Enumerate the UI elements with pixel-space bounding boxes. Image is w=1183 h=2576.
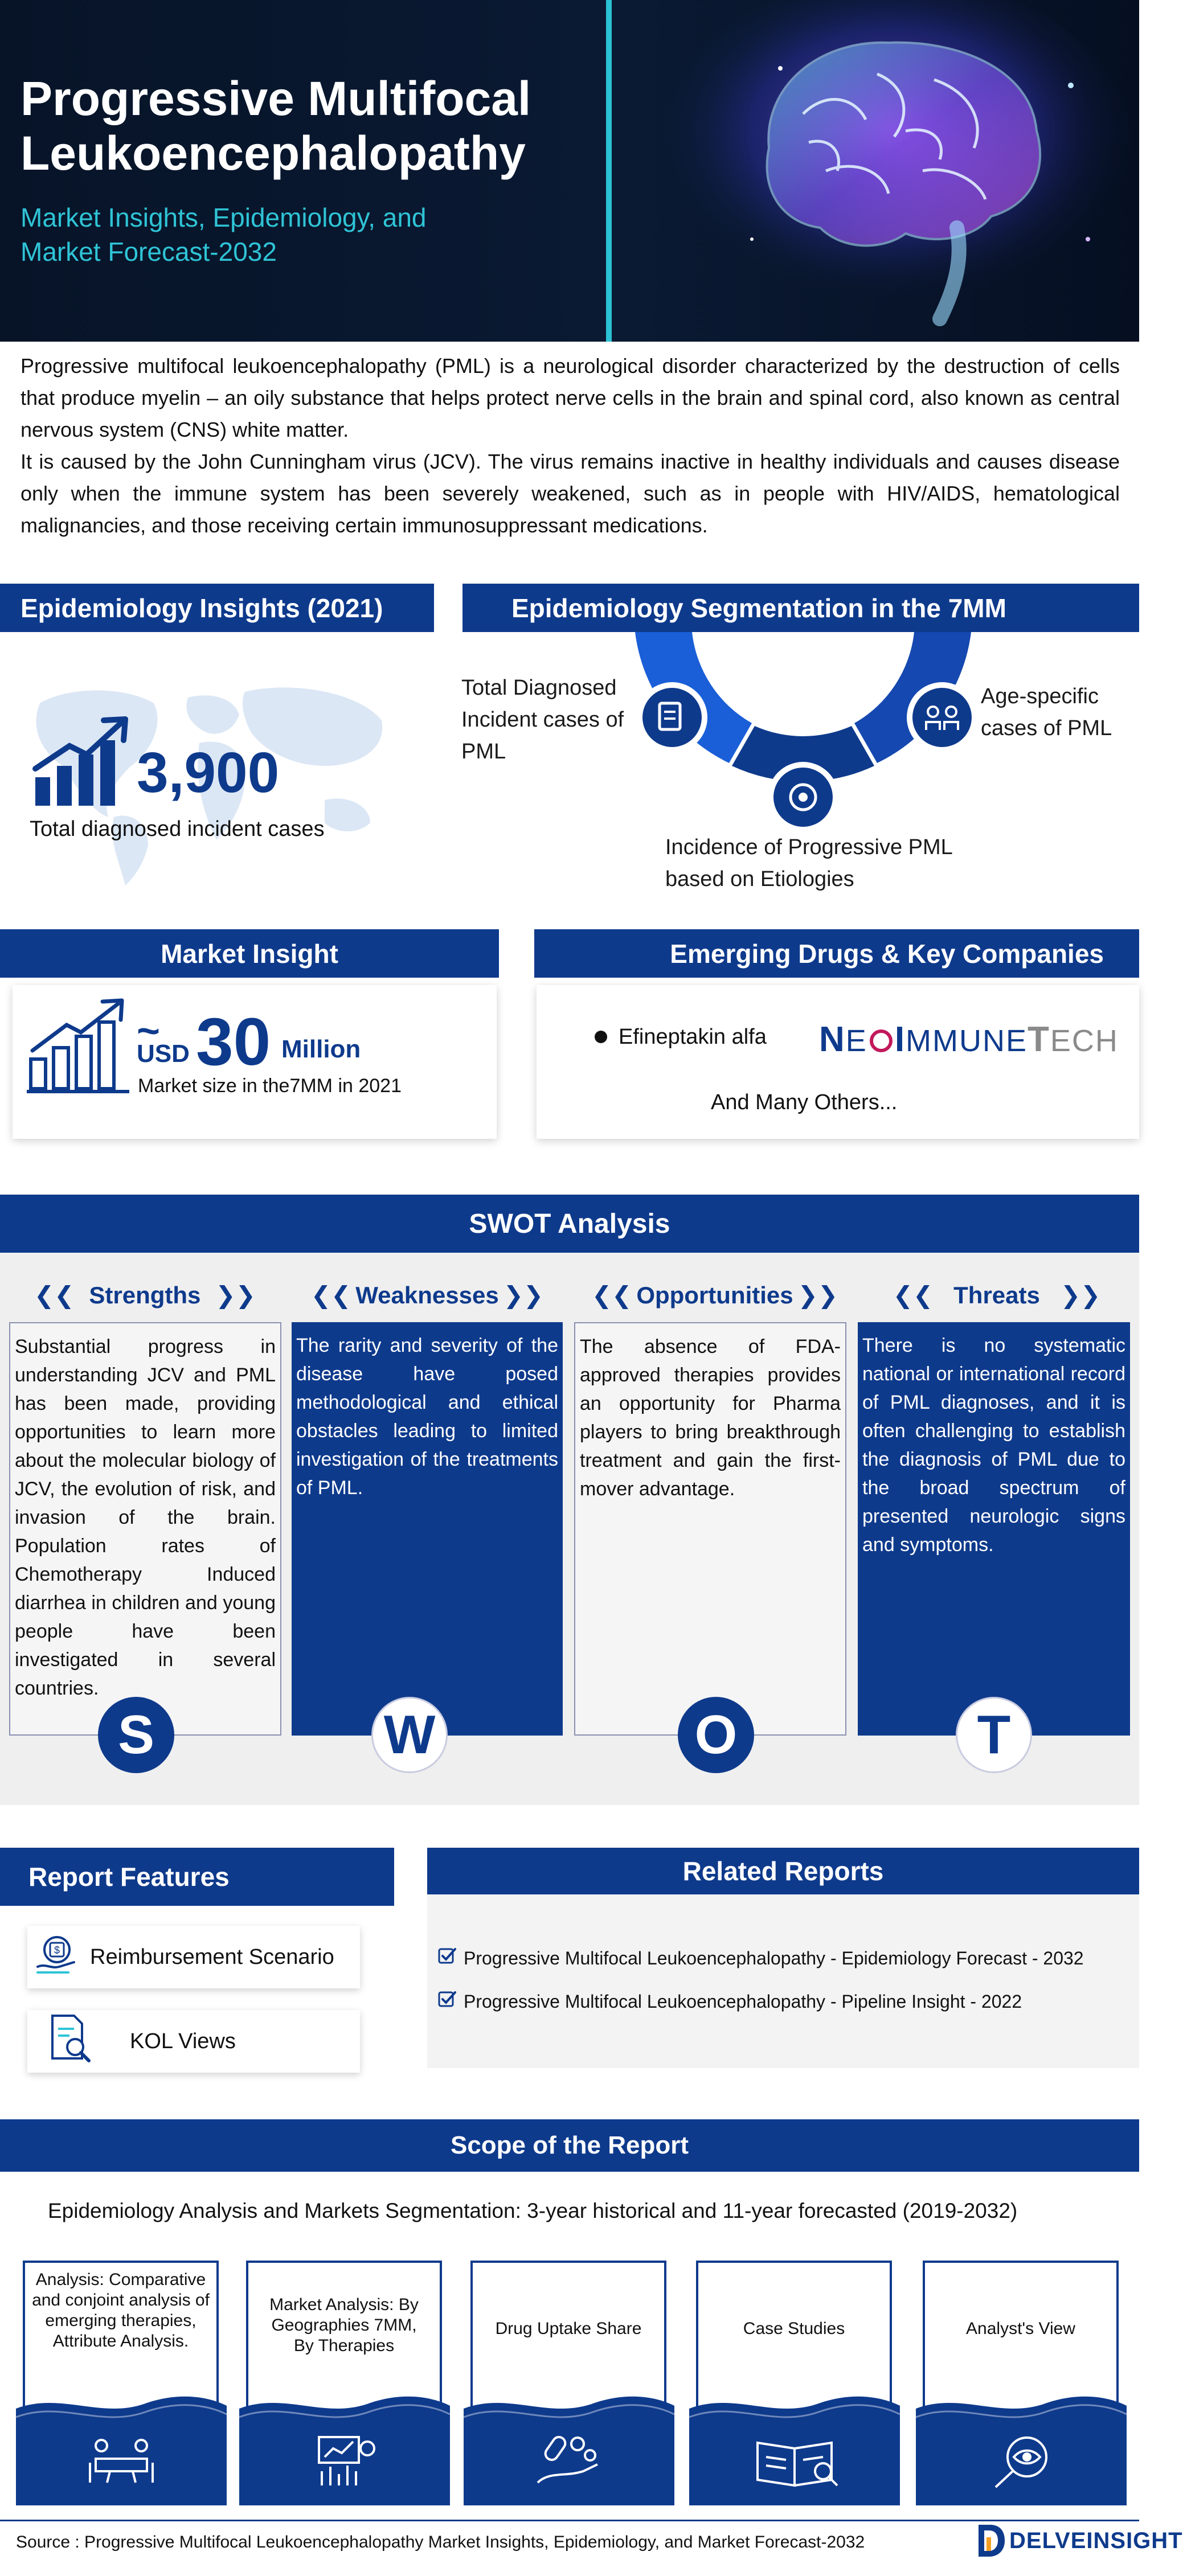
title-line-2: Leukoencephalopathy bbox=[21, 126, 526, 180]
related-report-1-label: Progressive Multifocal Leukoencephalopathy - Epidemiology Forecast - 2032 bbox=[464, 1947, 1084, 1968]
intro-text bbox=[21, 350, 1120, 542]
segmentation-item-2: Age-specific cases of PML bbox=[981, 684, 1112, 740]
segmentation-item-1: Total Diagnosed Incident cases of PML bbox=[461, 676, 624, 764]
weaknesses-box: The rarity and severity of the disease have posed methodological and ethical obstacles leading to limited investigation of the treatments of PML. bbox=[292, 1322, 563, 1736]
feature-label-2: KOL Views bbox=[130, 2029, 236, 2053]
features-header-label: Report Features bbox=[28, 1862, 230, 1892]
related-header bbox=[427, 1848, 1139, 1894]
chevron-right-icon: ❯❯ bbox=[503, 1282, 544, 1308]
page-title bbox=[21, 71, 590, 181]
delveinsight-logo-icon bbox=[975, 2522, 1007, 2559]
swot-letter-w: W bbox=[371, 1697, 448, 1773]
segmentation-header bbox=[462, 584, 1139, 632]
market-growth-icon bbox=[24, 994, 132, 1099]
scope-wave-4 bbox=[689, 2392, 900, 2508]
scope-card-analyst-text: Analyst's View bbox=[966, 2319, 1075, 2338]
market-label: Market size in the7MM in 2021 bbox=[138, 1075, 402, 1097]
threats-heading bbox=[889, 1281, 1105, 1309]
brain-illustration bbox=[638, 0, 1139, 342]
drugs-card bbox=[537, 985, 1139, 1139]
drug-name: Efineptakin alfa bbox=[619, 1025, 767, 1049]
chevron-right-icon: ❯❯ bbox=[797, 1282, 838, 1308]
swot-header bbox=[0, 1195, 1139, 1253]
subtitle-line-1: Market Insights, Epidemiology, and bbox=[21, 203, 427, 232]
epidemiology-value: 3,900 bbox=[137, 741, 280, 805]
chevron-right-icon: ❯❯ bbox=[1060, 1282, 1101, 1308]
scope-wave-5 bbox=[916, 2392, 1127, 2508]
related-panel bbox=[427, 1894, 1139, 2068]
scope-card-cases-text: Case Studies bbox=[743, 2319, 845, 2338]
epidemiology-header bbox=[0, 584, 434, 632]
feature-item-reimbursement bbox=[27, 1926, 360, 1988]
strengths-box: Substantial progress in understanding JCV and PML has been made, providing opportunities to learn more about the molecular biology of JCV, the evolution of risk, and invasion of the brain. Population rates of Chemotherapy Induced diarrhea in children and young people have been investigated in several countries. bbox=[9, 1322, 281, 1736]
market-header bbox=[0, 929, 499, 978]
epidemiology-label: Total diagnosed incident cases bbox=[30, 817, 325, 841]
source-text: Source : Progressive Multifocal Leukoencephalopathy Market Insights, Epidemiology, and Market Forecast-2032 bbox=[16, 2533, 865, 2552]
threats-title: Threats bbox=[953, 1282, 1040, 1308]
title-line-1: Progressive Multifocal bbox=[21, 72, 531, 125]
features-header bbox=[0, 1848, 394, 1906]
checkbox-icon bbox=[437, 1946, 457, 1970]
drugs-others: And Many Others... bbox=[711, 1090, 898, 1114]
scope-wave-1 bbox=[16, 2392, 227, 2508]
document-search-icon bbox=[47, 2013, 92, 2070]
checkbox-icon bbox=[437, 1990, 457, 2013]
scope-card-analysis-text: Analysis: Comparative and conjoint analysis of emerging therapies, Attribute Analysis. bbox=[32, 2270, 210, 2351]
market-unit: Million bbox=[281, 1035, 361, 1063]
swot-header-label: SWOT Analysis bbox=[469, 1208, 670, 1239]
swot-letter-t: T bbox=[956, 1697, 1032, 1773]
tilde-mark: ~ bbox=[137, 1008, 160, 1053]
intro-paragraph-2: It is caused by the John Cunningham virus (JCV). The virus remains inactive in healthy individuals and causes disease only when the immune system has been severely weakened, such as in people with HIV/AIDS, hematological malignancies, and those receiving certain immunosuppressant medications. bbox=[21, 450, 1120, 537]
market-currency: USD bbox=[137, 1040, 190, 1068]
weaknesses-heading bbox=[308, 1281, 547, 1309]
related-report-2-label: Progressive Multifocal Leukoencephalopathy - Pipeline Insight - 2022 bbox=[464, 1991, 1022, 2012]
opportunities-box: The absence of FDA-approved therapies provides an opportunity for Pharma players to bring breakthrough treatment and gain the first-mover advantage. bbox=[574, 1322, 846, 1736]
svg-text:$: $ bbox=[54, 1945, 60, 1956]
hero-divider bbox=[606, 0, 612, 342]
related-report-2[interactable] bbox=[437, 1990, 1022, 2013]
segmentation-header-label: Epidemiology Segmentation in the 7MM bbox=[511, 593, 1006, 623]
subtitle-line-2: Market Forecast-2032 bbox=[21, 237, 277, 266]
drug-bullet bbox=[595, 1031, 607, 1043]
chevron-left-icon: ❮❮ bbox=[310, 1282, 351, 1308]
footer-divider bbox=[0, 2520, 1139, 2521]
feature-label-1: Reimbursement Scenario bbox=[90, 1945, 334, 1969]
chevron-left-icon: ❮❮ bbox=[591, 1282, 632, 1308]
intro-paragraph-1: Progressive multifocal leukoencephalopathy (PML) is a neurological disorder characterized by the destruction of cells that produce myelin – an oily substance that helps protect nerve cells in the brain and spinal cord, also known as central nervous system (CNS) white matter. bbox=[21, 354, 1120, 441]
swot-letter-s: S bbox=[98, 1697, 174, 1773]
page-subtitle bbox=[21, 200, 590, 269]
brand-name: DELVEINSIGHT bbox=[1009, 2528, 1183, 2553]
opportunities-title: Opportunities bbox=[636, 1282, 793, 1308]
scope-card-uptake-text: Drug Uptake Share bbox=[495, 2319, 642, 2338]
related-report-1[interactable] bbox=[437, 1946, 1084, 1970]
strengths-title: Strengths bbox=[89, 1282, 201, 1308]
scope-wave-2 bbox=[239, 2392, 450, 2508]
chevron-left-icon: ❮❮ bbox=[893, 1282, 934, 1308]
weaknesses-title: Weaknesses bbox=[355, 1282, 499, 1308]
drugs-header-label: Emerging Drugs & Key Companies bbox=[670, 938, 1104, 969]
segmentation-item-3: Incidence of Progressive PML based on Etiologies bbox=[665, 835, 952, 891]
brand-logo bbox=[975, 2522, 1183, 2559]
segmentation-arc-graphic bbox=[604, 632, 1002, 840]
scope-subheader: Epidemiology Analysis and Markets Segmentation: 3-year historical and 11-year forecasted (2019-2032) bbox=[48, 2199, 1018, 2222]
related-header-label: Related Reports bbox=[682, 1856, 884, 1886]
chevron-right-icon: ❯❯ bbox=[215, 1282, 256, 1308]
growth-chart-icon bbox=[30, 715, 132, 814]
strengths-heading bbox=[34, 1281, 256, 1309]
opportunities-heading bbox=[584, 1281, 846, 1309]
scope-wave-3 bbox=[464, 2392, 674, 2508]
money-icon bbox=[34, 1931, 80, 1983]
market-value: 30 bbox=[196, 1004, 271, 1080]
drugs-header bbox=[534, 929, 1139, 978]
market-header-label: Market Insight bbox=[161, 938, 338, 969]
swot-letter-o: O bbox=[678, 1697, 754, 1773]
scope-card-market-text: Market Analysis: By Geographies 7MM, By Therapies bbox=[269, 2295, 419, 2355]
threats-box: There is no systematic national or international record of PML diagnoses, and it is often challenging to establish the diagnosis of PML due to the broad spectrum of presented neurologic signs and symptoms. bbox=[858, 1322, 1130, 1736]
company-logo: NE IMMUNETECH bbox=[819, 1020, 1119, 1059]
chevron-left-icon: ❮❮ bbox=[34, 1282, 75, 1308]
scope-header-label: Scope of the Report bbox=[450, 2131, 689, 2159]
scope-header bbox=[0, 2119, 1139, 2172]
feature-item-kol bbox=[27, 2010, 360, 2073]
epidemiology-header-label: Epidemiology Insights (2021) bbox=[21, 593, 383, 623]
